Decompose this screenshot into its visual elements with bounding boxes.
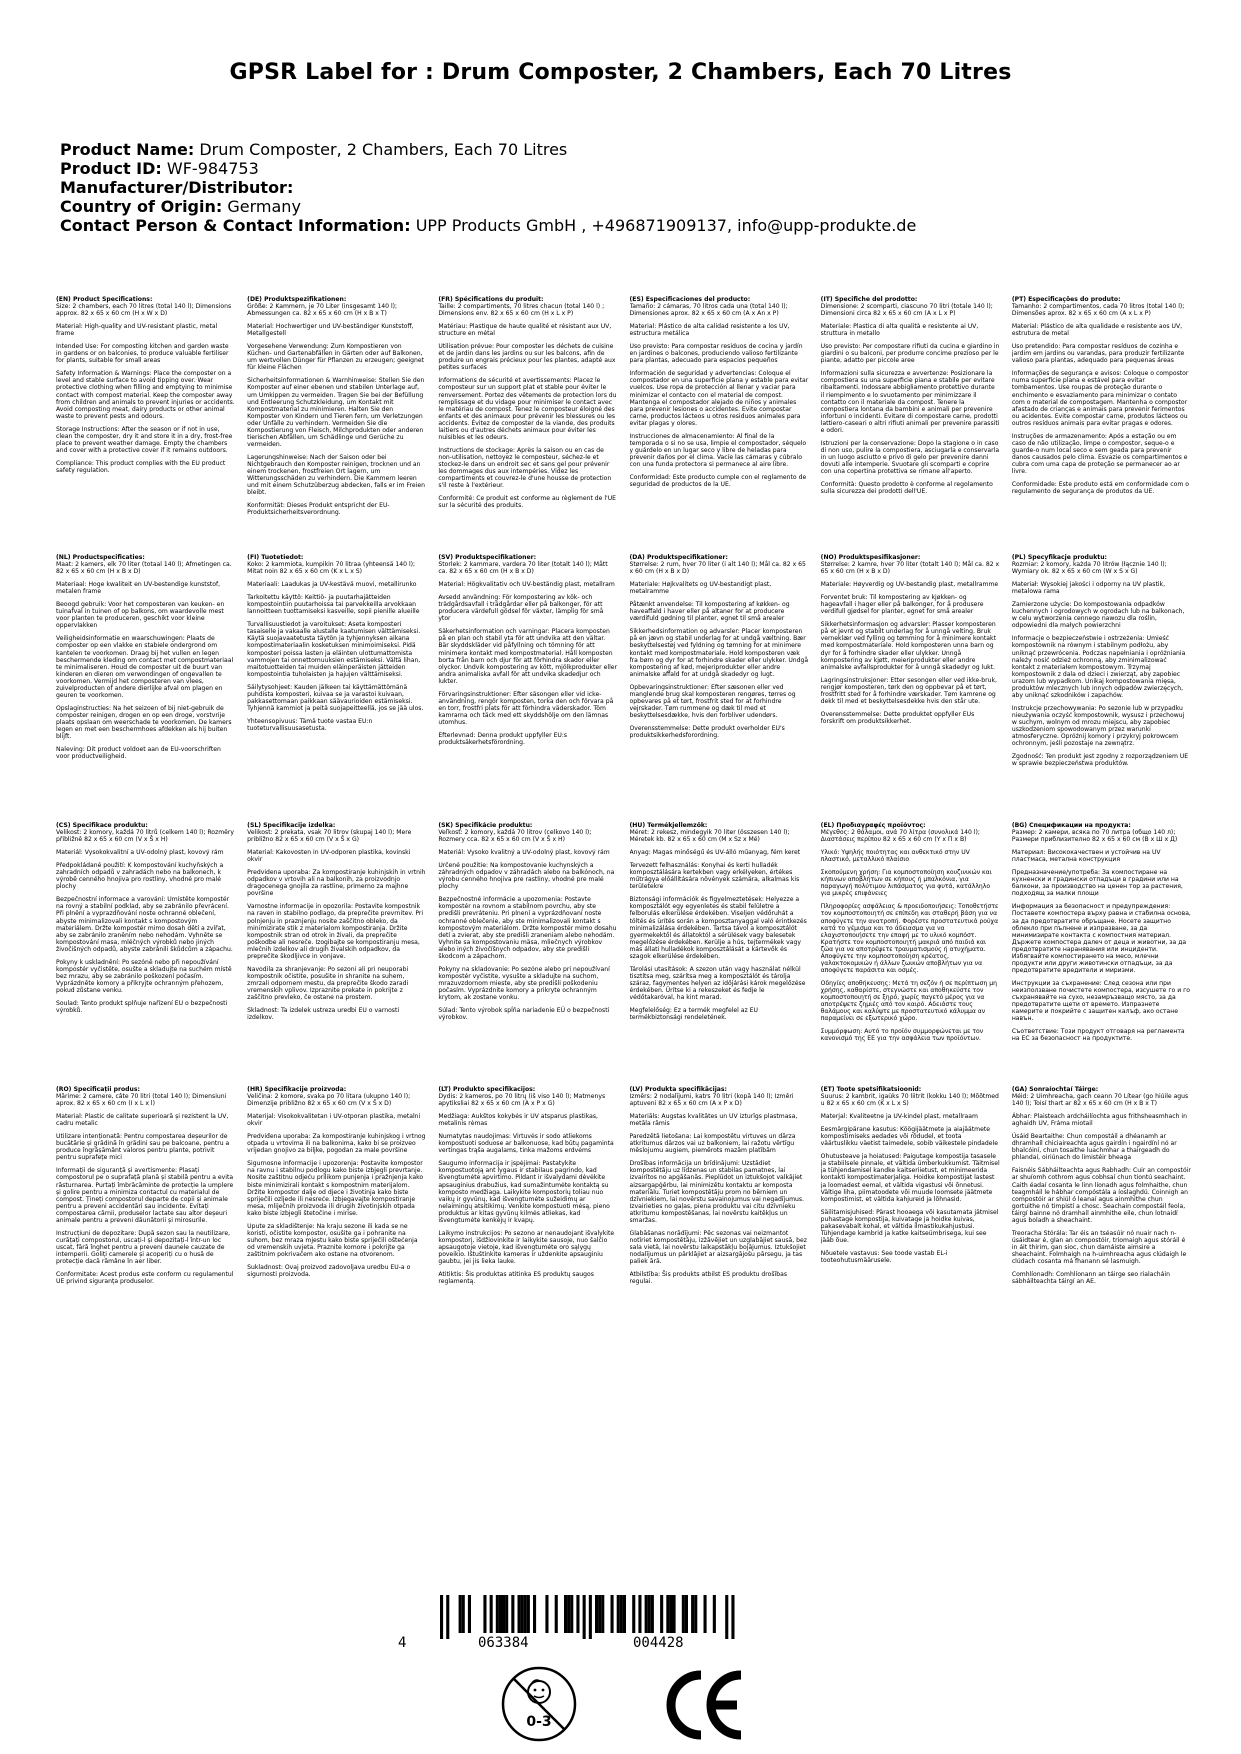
spec-paragraph: Pokyny na skladovanie: Po sezóne alebo pri nepoužívaní kompostér vyčistite, vysušte a skladujte na suchom, mrazuvzdornom mieste, aby ste predišli poškodeniu počasím. Vyprázdnite komory a prikryte ochranným krytom, ak zostane vonku.	[438, 965, 610, 1001]
spec-paragraph: Tamaño: 2 cámaras, 70 litros cada una (total 140 l); Dimensiones aprox. 82 x 65 x 60 cm (A x An x P)	[629, 303, 788, 318]
spec-heading: (DA) Produktspecifikationer:	[629, 554, 728, 561]
spec-paragraph: Размер: 2 камери, всяка по 70 литра (общо 140 л); Размери приблизително 82 x 65 x 60 см (В x Ш x Д)	[1011, 829, 1178, 844]
spec-paragraph: Instrukcje przechowywania: Po sezonie lub w przypadku nieużywania oczyść kompostownik, wysusz i przechowuj w suchym, wolnym od mrozu miejscu, aby zapobiec uszkodzeniom spowodowanym przez warunki atmosferyczne. Opróżnij komory i przykryj pokrowcem ochronnym, jeśli pozostaje na zewnątrz.	[1011, 704, 1185, 748]
spec-block	[1012, 554, 1191, 809]
barcode-first-digit: 4	[398, 1635, 407, 1651]
contact-row	[60, 216, 1190, 235]
spec-paragraph: Bezpečnostní informace a varování: Umístěte kompostér na rovný a stabilní podklad, aby se zabránilo převrácení. Při plnění a vyprazdňování noste ochranné oblečení, abyste minimalizovali kontakt s kompostovým materiálem. Držte kompostér mimo dosah dětí a zvířat, aby se zabránilo zraněním nebo nehodám. Vyhněte se kompostování masa, mléčných výrobků nebo jiných živočišných odpadů, abyste zabránili škůdcům a zápachu.	[56, 896, 233, 953]
spec-paragraph: Saugumo informacija ir įspėjimai: Pastatykite kompostuotoją ant lygaus ir stabilaus pagrindo, kad išvengtumėte apvirtimo. Pildant ir išvalydami dėvėkite apsauginius drabužius, kad sumažintumėte kontaktą su komposto medžiaga. Laikykite kompostorių toliau nuo vaikų ir gyvūnų, kad išvengtumėte sužeidimų ar nelaimingų atsitikimų. Venkite kompostuoti mėsą, pieno produktus ar kitas gyvūnų kilmės atliekas, kad išvengtumėte kenkėjų ir kvapų.	[438, 1160, 610, 1224]
barcode-bar	[645, 1595, 648, 1633]
ce-mark-icon	[664, 1666, 746, 1744]
spec-paragraph: Compliance: This product complies with the EU product safety regulation.	[56, 459, 226, 474]
spec-paragraph: Uso previsto: Per compostare rifiuti da cucina e giardino in giardini o su balconi, per produrre concime prezioso per le piante, adatto per piccole aree	[820, 343, 1000, 365]
spec-paragraph: Veiligheidsinformatie en waarschuwingen: Plaats de composter op een vlakke en stabiele ondergrond om kantelen te voorkomen. Draag bij het vullen en legen beschermende kleding om contact met compostmateriaal te minimaliseren. Houd de composter uit de buurt van kinderen en dieren om verwondingen of ongevallen te voorkomen. Vermijd het composteren van vlees, zuivelproducten of andere dierlijke afval om plagen en geuren te voorkomen.	[56, 635, 234, 699]
spec-paragraph: Pokyny k uskladnění: Po sezóně nebo při nepoužívání kompostér vyčistěte, osušte a skladujte na suchém místě bez mrazu, aby se zabránilo poškození počasím. Vyprázdněte komory a přikryjte ochranným přehozem, pokud zůstane venku.	[56, 958, 232, 994]
barcode-bar	[490, 1595, 493, 1633]
age-warning-text: 0-3	[526, 1714, 552, 1730]
spec-heading: (SK) Špecifikácie produktu:	[438, 822, 533, 829]
spec-paragraph: Určené použitie: Na kompostovanie kuchynských a záhradných odpadov v záhradách alebo na balkónoch, na výrobu cenného hnojiva pre rastliny, vhodné pre malé plochy	[438, 862, 615, 891]
barcode-bar	[496, 1595, 499, 1633]
spec-paragraph: Méid: 2 Uimhreacha, gach ceann 70 Lítear (go hiúile agus 140 l); Toisí thart ar 82 x 65 x 60 cm (H x B x T)	[1011, 1093, 1189, 1108]
barcode-bar	[524, 1595, 527, 1633]
barcode-right-digits: 004428	[633, 1635, 684, 1651]
product-name-row	[60, 140, 1190, 159]
spec-paragraph: Safety Information & Warnings: Place the composter on a level and stable surface to avoid tipping over. Wear protective clothing when filling and emptying to minimise contact with compost material. Keep the composter away from children and animals to prevent injuries or accidents. Avoid composting meat, dairy products or other animal waste to prevent pests and odours.	[56, 370, 235, 420]
product-id-label: Product ID:	[60, 159, 162, 178]
spec-paragraph: Material: High-quality and UV-resistant plastic, metal frame	[56, 323, 218, 338]
spec-paragraph: Forventet bruk: Til kompostering av kjøkken- og hageavfall i hager eller på balkonger, for å produsere verdifull gjødsel for planter, egnet for små arealer	[820, 594, 984, 616]
spec-paragraph: Overensstemmelse: Dette produkt overholder EU's produktsikkerhedsforordning.	[629, 724, 785, 739]
barcode-bar	[617, 1595, 620, 1633]
spec-block	[821, 554, 1000, 809]
spec-paragraph: Eesmärgipärane kasutus: Köögijäätmete ja aiajäätmete kompostimiseks aedades või rõdudel, et toota väärtuslikku väetist taimedele, sobib väikestele pindadele	[820, 1126, 998, 1148]
spec-paragraph: Avsedd användning: För kompostering av kök- och trädgårdsavfall i trädgårdar eller på balkonger, för att producera värdefull gödsel för växter, lämplig för små ytor	[438, 594, 604, 623]
spec-paragraph: Glabāšanas norādījumi: Pēc sezonas vai neizmantot notīriet kompostētāju, izžāvējiet un uzglabājiet sausā, bez sala vietā, lai novērstu laikapstākļu bojājumus. Iztukšojiet nodalījumus un pārklājiet ar aizsargājošu pārsegu, ja tas paliek ārā.	[629, 1229, 807, 1265]
barcode-bar	[462, 1595, 465, 1633]
spec-paragraph: Съответствие: Този продукт отговаря на регламента на ЕС за безопасност на продуктите.	[1011, 1028, 1185, 1043]
spec-paragraph: Información de seguridad y advertencias: Coloque el compostador en una superficie plana y estable para evitar vuelcos. Use ropa de protección al llenar y vaciar para minimizar el contacto con el material de compost. Mantenga el compostador alejado de niños y animales para prevenir lesiones o accidentes. Evite compostar carne, productos lácteos u otros residuos animales para evitar plagas y olores.	[629, 370, 809, 427]
spec-paragraph: Materiāls: Augstas kvalitātes un UV izturīgs plastmasa, metāla rāmis	[629, 1113, 798, 1128]
spec-heading: (PL) Specyfikacje produktu:	[1011, 554, 1107, 561]
country-row	[60, 197, 1190, 216]
spec-block	[438, 296, 617, 546]
spec-paragraph: Varnostne informacije in opozorila: Postavite kompostnik na raven in stabilno podlago, da preprečite prevrnitev. Pri polnjenju in praznjenju nosite zaščitno obleko, da minimizirate stik z materialom kompostiranja. Držite kompostnik stran od otrok in živali, da preprečite poškodbe ali nesreče. Izogibajte se kompostiranju mesa, mlečnih izdelkov ali drugih živalskih odpadkov, da preprečite škodljivce in vonjave.	[247, 903, 424, 960]
spec-paragraph: Påtænkt anvendelse: Til kompostering af køkken- og haveaffald i haver eller på altaner for at producere værdifuld gødning til planter, egnet til små arealer	[629, 601, 790, 623]
spec-paragraph: Material: Hochwertiger und UV-beständiger Kunststoff, Metallgestell	[247, 323, 414, 338]
spec-paragraph: Zamierzone użycie: Do kompostowania odpadków kuchennych i ogrodowych w ogrodach lub na balkonach, w celu wytworzenia cennego nawozu dla roślin, odpowiedni dla małych powierzchni	[1011, 601, 1185, 630]
spec-paragraph: Informações de segurança e avisos: Coloque o compostor numa superfície plana e estável para evitar tombamentos. Use roupas de proteção durante o enchimento e esvaziamento para minimizar o contato com o material de compostagem. Mantenha o compostor afastado de crianças e animais para prevenir ferimentos ou acidentes. Evite compostar carne, produtos lácteos ou outros resíduos animais para evitar pragas e odores.	[1011, 370, 1189, 427]
spec-paragraph: Conformità: Questo prodotto è conforme al regolamento sulla sicurezza dei prodotti dell'UE.	[820, 481, 993, 496]
contact-label: Contact Person & Contact Information:	[60, 216, 411, 235]
spec-paragraph: Soulad: Tento produkt splňuje nařízení EU o bezpečnosti výrobků.	[56, 999, 228, 1015]
barcode-bar	[440, 1595, 443, 1639]
country-label: Country of Origin:	[60, 197, 223, 216]
spec-paragraph: Velikost: 2 komory, každá 70 litrů (celkem 140 l); Rozměry přibližně 82 x 65 x 60 cm (V x Š x H)	[56, 829, 235, 844]
spec-paragraph: Materiaal: Hoge kwaliteit en UV-bestendige kunststof, metalen frame	[56, 581, 221, 596]
spec-paragraph: Predviđena uporaba: Za kompostiranje kuhinjskog i vrtnog otpada u vrtovima ili na balkonima, kako bi se proizveo vrijedan gnojivo za biljke, pogodan za male površine	[247, 1133, 426, 1155]
barcode	[398, 1595, 790, 1655]
spec-paragraph: Instruções de armazenamento: Após a estação ou em caso de não utilização, limpe o compostor, seque-o e guarde-o num local seco e sem geada para prevenir danos causados pelo clima. Esvazie os compartimentos e cubra com uma capa de proteção se permanecer ao ar livre.	[1011, 432, 1188, 475]
spec-paragraph: Megfelelőség: Ez a termék megfelel az EU termékbiztonsági rendeletének.	[629, 1007, 758, 1022]
spec-paragraph: Súlad: Tento výrobok spĺňa nariadenie EÚ o bezpečnosti výrobkov.	[438, 1007, 610, 1022]
barcode-bar	[611, 1595, 614, 1633]
spec-paragraph: Storage Instructions: After the season or if not in use, clean the composter, dry it and store it in a dry, frost-free place to prevent weather damage. Empty the chambers and cover with a protective cover if it remains outdoors.	[56, 425, 233, 454]
product-id-row	[60, 159, 1190, 178]
spec-paragraph: Instrucțiuni de depozitare: După sezon sau la neutilizare, curățați compostorul, uscați-l și depozitați-l într-un loc uscat, fără înghet pentru a preveni daunele cauzate de intemperii. Goliți camerele și acoperiți cu o husă de protecție dacă rămâne în aer liber.	[56, 1229, 231, 1265]
spec-paragraph: Overensstemmelse: Dette produktet oppfyller EUs forskrift om produktsikkerhet.	[820, 710, 975, 725]
spec-block	[247, 1086, 426, 1346]
barcode-left-digits: 063384	[478, 1635, 529, 1651]
barcode-bar	[632, 1595, 635, 1633]
barcode-bar	[673, 1595, 676, 1633]
spec-paragraph: Utilizare intenționată: Pentru compostarea deșeurilor de bucătărie și grădină în grădini sau pe balcoane, pentru a produce îngrășământ valoros pentru plante, potrivit pentru suprafețe mici	[56, 1133, 230, 1162]
spec-block	[438, 1086, 617, 1346]
spec-heading: (LV) Produkta specifikācijas:	[629, 1086, 727, 1093]
barcode-bar	[502, 1595, 505, 1633]
spec-paragraph: Πληροφορίες ασφάλειας & προειδοποιήσεις: Τοποθετήστε τον κομποστοποιητή σε επίπεδη και σταθερή βάση για να αποφύγετε την ανατροπή. Φορέστε προστατευτικά ρούχα κατά το γέμισμα και το άδειασμα για να ελαχιστοποιήσετε την επαφή με το υλικό κομπόστ. Κρατήστε τον κομποστοποιητή μακριά από παιδιά και ζώα για να αποτρέψετε τραυματισμούς ή ατυχήματα. Αποφύγετε την κομποστοποίηση κρέατος, γαλακτοκομικών ή άλλων ζωικών αποβλήτων για να αποφύγετε παράσιτα και οσμές.	[820, 903, 999, 974]
specifications-grid	[56, 296, 1191, 1346]
spec-block	[438, 554, 617, 809]
spec-paragraph: Veľkosť: 2 komory, každá 70 litrov (celkovo 140 l); Rozmery cca. 82 x 65 x 60 cm (V x Š x H)	[438, 829, 592, 844]
spec-paragraph: Biztonsági információk és figyelmeztetések: Helyezze a komposztálót egy egyenletes és stabil felületre a felborulás elkerülése érdekében. Viseljen védőruhát a töltés és ürítés során a komposztanyaggal való érintkezés minimalizálása érdekében. Tartsa távol a komposztálót gyermekektől és állatoktól a sérülések vagy balesetek megelőzése érdekében. Kerülje a hús, tejtermékek vagy más állati hulladékok komposztálását a kártevők és szagok elkerülése érdekében.	[629, 896, 807, 960]
barcode-bar	[704, 1595, 707, 1633]
spec-paragraph: Předpokládané použití: K kompostování kuchyňských a zahradních odpadů v zahradách nebo na balkonech, k výrobě cenného hnojiva pro rostliny, vhodné pro malé plochy	[56, 862, 224, 891]
barcode-bar	[713, 1595, 716, 1633]
spec-block	[630, 822, 809, 1077]
spec-block	[56, 554, 235, 809]
barcode-bar	[685, 1595, 688, 1633]
spec-paragraph: Izmērs: 2 nodalījumi, katrs 70 litri (kopā 140 l); Izmēri aptuveni 82 x 65 x 60 cm (A x P x D)	[629, 1093, 794, 1108]
spec-paragraph: Säilitamisjuhised: Pärast hooaega või kasutamata jätmisel puhastage kompostija, kuivatage ja hoidke kuivas, pakasevabalt kohal, et vältida ilmastikukahjustusi. Tühjendage kambrid ja katke kaitseümbrisega, kui see jääb õue.	[820, 1208, 999, 1244]
spec-block	[438, 822, 617, 1077]
spec-paragraph: Предназначение/употреба: За компостиране на кухненски и градински отпадъци в градини или на балкони, за производство на ценен тор за растения, подходящ за малки площи	[1011, 869, 1183, 898]
product-name-label: Product Name:	[60, 140, 195, 159]
spec-paragraph: Συμμόρφωση: Αυτό το προϊόν συμμορφώνεται με τον κανονισμό της ΕΕ για την ασφάλεια των προϊόντων.	[820, 1028, 984, 1043]
spec-paragraph: Matériau: Plastique de haute qualité et résistant aux UV, structure en métal	[438, 323, 612, 338]
contact-value: UPP Products GmbH , +496871909137, info@upp-produkte.de	[415, 216, 917, 235]
spec-paragraph: Material: Kakovosten in UV-odporen plastika, kovinski okvir	[247, 849, 411, 864]
barcode-bar	[666, 1595, 669, 1633]
spec-paragraph: Maat: 2 kamers, elk 70 liter (totaal 140 l); Afmetingen ca. 82 x 65 x 60 cm (H x B x D)	[56, 561, 232, 576]
spec-block	[821, 296, 1000, 546]
spec-paragraph: Størrelse: 2 kamre, hver 70 liter (totalt 140 l); Mål ca. 82 x 65 x 60 cm (H x B x D)	[820, 561, 1000, 576]
barcode-bar	[601, 1595, 604, 1633]
manufacturer-label: Manufacturer/Distributor:	[60, 178, 294, 197]
spec-paragraph: Sigurnosne informacije i upozorenja: Postavite kompostor na ravnu i stabilnu podlogu kako biste izbjegli prevrtanje. Nosite zaštitnu odjeću prilikom punjenja i pražnjenja kako biste minimizirali kontakt s kompostnim materijalom. Držite kompostor dalje od djece i životinja kako biste spriječili ozljede ili nesreće. Izbjegavajte kompostiranje mesa, mliječnih proizvoda ili drugih životinjskih otpada kako biste izbjegli štetočine i mirise.	[247, 1160, 424, 1217]
spec-paragraph: Materiál: Vysoko kvalitný a UV-odolný plast, kovový rám	[438, 849, 610, 857]
spec-paragraph: Atitiktis: Šis produktas atitinka ES produktų saugos reglamentą.	[438, 1271, 594, 1286]
spec-paragraph: Comhlíonadh: Comhlíonann an táirge seo rialacháin sábháilteachta táirgí an AE.	[1011, 1271, 1170, 1286]
spec-paragraph: Treoracha Stórála: Tar éis an tséasúir nó nuair nach n-úsáidtear é, glan an compostóir, triomaigh agus stóráil é in áit thirim, gan sioc, chun damáiste aimsire a sheachaint. Folmhaigh na h-uimhreacha agus clúdaigh le clúdach cosanta má fhanann sé lasmuigh.	[1011, 1229, 1187, 1265]
spec-heading: (SV) Produktspecifikationer:	[438, 554, 537, 561]
page-title: GPSR Label for : Drum Composter, 2 Chambers, Each 70 Litres	[229, 60, 1012, 85]
spec-heading: (NL) Productspecificaties:	[56, 554, 145, 561]
spec-heading: (IT) Specifiche del prodotto:	[820, 296, 918, 303]
spec-paragraph: Medžiaga: Aukštos kokybės ir UV atsparus plastikas, metalinis rėmas	[438, 1113, 598, 1128]
barcode-bar	[725, 1595, 728, 1639]
barcode-bar	[620, 1595, 623, 1633]
spec-block	[1012, 296, 1191, 546]
spec-paragraph: Sukladnost: Ovaj proizvod zadovoljava uredbu EU-a o sigurnosti proizvoda.	[247, 1263, 411, 1279]
spec-block	[630, 554, 809, 809]
spec-paragraph: Bezpečnostné informácie a upozornenia: Postavte kompostér na rovnom a stabilnom povrchu, aby ste predišli prevráteniu. Pri plnení a vyprázdňovaní noste ochranné oblečenie, aby ste minimalizovali kontakt s kompostovým materiálom. Držte kompostér mimo dosahu detí a zvierat, aby ste predišli zraneniam alebo nehodám. Vyhnite sa kompostovaniu mäsa, mliečnych výrobkov alebo iných živočíšnych odpadov, aby ste predišli škodcom a zápachom.	[438, 896, 617, 960]
barcode-bar	[648, 1595, 651, 1633]
spec-heading: (DE) Produktspezifikationen:	[247, 296, 347, 303]
spec-block	[56, 296, 235, 546]
spec-block	[247, 554, 426, 809]
barcode-bar	[468, 1595, 471, 1633]
spec-heading: (NO) Produktspesifikasjoner:	[820, 554, 921, 561]
barcode-bar	[570, 1595, 573, 1633]
barcode-bar	[511, 1595, 514, 1633]
spec-paragraph: Материал: Висококачествен и устойчив на UV пластмаса, метална конструкция	[1011, 849, 1161, 864]
spec-paragraph: Yhteensopivuus: Tämä tuote vastaa EU:n tuoteturvallisuusasetusta.	[247, 717, 373, 732]
spec-paragraph: Faisnéis Sábháilteachta agus Rabhadh: Cuir an compostóir ar shuíomh cothrom agus cobhsaí chun tiontú seachaint. Caith éadaí cosanta le linn líonadh agus folmhaithe, chun teagmháil le hábhar compóstála a íoslaghdú. Coinnigh an compostóir ar shiúl ó leanaí agus ainmhithe chun gortuithe nó timpistí a chosc. Seachain compostáil feola, táirgí bainne nó dramhaíl ainmhithe eile, chun lotnaidí agus boladh a sheachaint.	[1011, 1167, 1191, 1224]
spec-heading: (RO) Specificații produs:	[56, 1086, 140, 1093]
spec-paragraph: Conformitate: Acest produs este conform cu regulamentul UE privind siguranța produselor.	[56, 1271, 234, 1286]
spec-paragraph: Koko: 2 kammiota, kumpikin 70 litraa (yhteensä 140 l); Mitat noin 82 x 65 x 60 cm (K x L x S)	[247, 561, 416, 576]
spec-paragraph: Instrucciones de almacenamiento: Al final de la temporada o si no se usa, limpie el compostador, séquelo y guárdelo en un lugar seco y libre de heladas para prevenir daños por el clima. Vacíe las cámaras y cúbralo con una funda protectora si permanece al aire libre.	[629, 432, 807, 468]
spec-paragraph: Sicherheitsinformationen & Warnhinweise: Stellen Sie den Komposter auf einer ebenen und stabilen Unterlage auf, um Umkippen zu vermeiden. Tragen Sie bei der Befüllung und Entleerung Schutzkleidung, um Kontakt mit Kompostmaterial zu minimieren. Halten Sie den Komposter von Kindern und Tieren fern, um Verletzungen oder Unfälle zu verhindern. Vermeiden Sie die Kompostierung von Fleisch, Milchprodukten oder anderen tierischen Abfällen, um Schädlinge und Gerüche zu vermeiden.	[247, 377, 425, 448]
spec-block	[630, 1086, 809, 1346]
spec-paragraph: Инструкции за съхранение: След сезона или при неизползване почистете компостера, изсушете го и го съхранявайте на сухо, незамръзващо място, за да предотвратите щети от времето. Изпразнете камерите и покрийте с защитен калъф, ако остане навън.	[1011, 979, 1191, 1023]
spec-paragraph: Material: Plástico de alta calidad resistente a los UV, estructura metálica	[629, 323, 790, 338]
spec-paragraph: Størrelse: 2 rum, hver 70 liter (i alt 140 l); Mål ca. 82 x 65 x 60 cm (H x B x D)	[629, 561, 806, 576]
spec-paragraph: Beoogd gebruik: Voor het composteren van keuken- en tuinafval in tuinen of op balkons, om waardevolle mest voor planten te produceren, geschikt voor kleine oppervlakken	[56, 601, 225, 630]
spec-paragraph: Lagringsinstruksjoner: Etter sesongen eller ved ikke-bruk, rengjør komposteren, tørk den og oppbevar på et tørt, frostfritt sted for å forhindre værskader. Tøm kamrene og dekk til med et beskyttelsesdekke hvis den står ute.	[820, 676, 997, 705]
spec-heading: (FR) Spécifications du produit:	[438, 296, 544, 303]
spec-paragraph: Instructions de stockage: Après la saison ou en cas de non-utilisation, nettoyez le composteur, séchez-le et stockez-le dans un endroit sec et sans gel pour prévenir les dommages dus aux intempéries. Videz les compartiments et couvrez-le d'une housse de protection s'il reste à l'extérieur.	[438, 446, 612, 490]
spec-paragraph: Navodila za shranjevanje: Po sezoni ali pri neuporabi kompostnik očistite, posušite in shranite na suhem, zmrzali odpornem mestu, da preprečite škodo zaradi vremenskih vplivov. Izpraznite prekate in pokrijte z zaščitno prevleko, če ostane na prostem.	[247, 965, 409, 1001]
spec-heading: (FI) Tuotetiedot:	[247, 554, 304, 561]
spec-paragraph: Material: Högkvalitativ och UV-beständig plast, metallram	[438, 581, 615, 589]
spec-paragraph: Efterlevnad: Denna produkt uppfyller EU:s produktsäkerhetsförordning.	[438, 731, 568, 747]
spec-paragraph: Numatytas naudojimas: Virtuvės ir sodo atliekoms kompostuoti soduose ar balkonuose, kad būtų pagaminta vertingas trąša augalams, tinka mažoms erdvėms	[438, 1133, 614, 1155]
barcode-bar	[459, 1595, 462, 1633]
spec-paragraph: Opbevaringsinstruktioner: Efter sæsonen eller ved manglende brug skal komposteren rengøres, tørres og opbevares på et tørt, frostfrit sted for at forhindre vejrskader. Tøm rummene og dæk til med et beskyttelsesdække, hvis den forbliver udendørs.	[629, 683, 796, 719]
age-warning-icon	[500, 1665, 578, 1743]
spec-paragraph: Material: Plástico de alta qualidade e resistente aos UV, estrutura de metal	[1011, 323, 1183, 338]
spec-paragraph: Информация за безопасност и предупреждения: Поставете компостера върху равна и стабилна основа, за да предотвратите обръщане. Носете защитно облекло при пълнене и изпразване, за да минимизирате контакта с компостния материал. Държете компостера далеч от деца и животни, за да предотвратите наранявания или инциденти. Избягвайте компостирането на месо, млечни продукти или други животински отпадъци, за да предотвратите вредители и миризми.	[1011, 903, 1191, 974]
barcode-bar	[521, 1595, 524, 1633]
spec-paragraph: Informations de sécurité et avertissements: Placez le composteur sur un support plat et stable pour éviter le renversement. Portez des vêtements de protection lors du remplissage et du vidage pour minimiser le contact avec le matériau de compost. Tenez le composteur éloigné des enfants et des animaux pour prévenir les blessures ou les accidents. Évitez de composter de la viande, des produits laitiers ou d'autres déchets animaux pour éviter les nuisibles et les odeurs.	[438, 377, 617, 441]
spec-paragraph: Méret: 2 rekesz, mindegyik 70 liter (összesen 140 l); Méretek kb. 82 x 65 x 60 cm (M x Sz x Mé)	[629, 829, 790, 844]
spec-paragraph: Nõuetele vastavus: See toode vastab EL-i tooteohutusmäärusele.	[820, 1249, 948, 1264]
spec-block	[1012, 1086, 1191, 1346]
barcode-bar	[533, 1595, 536, 1633]
barcode-bar	[595, 1595, 598, 1633]
manufacturer-row	[60, 178, 1190, 197]
spec-paragraph: Säilytysohjeet: Kauden jälkeen tai käyttämättömänä puhdista komposteri, kuivaa se ja varastoi kuivaan, pakkasettomaan paikkaan säävaurioiden estämiseksi. Tyhjennä kammiot ja peitä suojapeitteellä, jos se jää ulos.	[247, 683, 424, 712]
spec-paragraph: Skladnost: Ta izdelek ustreza uredbi EU o varnosti izdelkov.	[247, 1007, 400, 1022]
spec-paragraph: Informacje o bezpieczeństwie i ostrzeżenia: Umieść kompostownik na równym i stabilnym podłożu, aby uniknąć przewrócenia. Podczas napełniania i opróżniania należy nosić odzież ochronną, aby zminimalizować kontakt z materiałem kompostowym. Trzymaj kompostownik z dala od dzieci i zwierząt, aby zapobiec urazom lub wypadkom. Unikaj kompostowania mięsa, produktów mlecznych lub innych odpadów zwierzęcych, aby uniknąć szkodników i zapachów.	[1011, 635, 1186, 699]
spec-block	[821, 1086, 1000, 1346]
barcode-bar	[651, 1595, 654, 1633]
spec-paragraph: Materiale: Højkvalitets og UV-bestandigt plast, metalramme	[629, 581, 772, 596]
spec-paragraph: Materiale: Høyverdig og UV-bestandig plast, metallramme	[820, 581, 999, 589]
spec-heading: (ES) Especificaciones del producto:	[629, 296, 751, 303]
product-name-value: Drum Composter, 2 Chambers, Each 70 Litres	[199, 140, 568, 159]
spec-paragraph: Upute za skladištenje: Na kraju sezone ili kada se ne koristi, očistite kompostor, osušite ga i pohranite na suhom, bez mraza mjestu kako biste spriječili oštećenja od vremenskih uvjeta. Praznite komore i pokrijte ga zaštitnim pokrivačem ako ostane na otvorenom.	[247, 1222, 418, 1258]
spec-heading: (GA) Sonraíochtaí Táirge:	[1011, 1086, 1099, 1093]
spec-paragraph: Vorgesehene Verwendung: Zum Kompostieren von Küchen- und Gartenabfällen in Gärten oder auf Balkonen, um wertvollen Dünger für Pflanzen zu erzeugen; geeignet für kleine Flächen	[247, 343, 425, 372]
spec-paragraph: Lagerungshinweise: Nach der Saison oder bei Nichtgebrauch den Komposter reinigen, trocknen und an einem trockenen, frostfreien Ort lagern, um Witterungsschäden zu verhindern. Die Kammern leeren und mit einem Schutzüberzug abdecken, falls er im Freien bleibt.	[247, 453, 425, 497]
spec-block	[56, 1086, 235, 1346]
spec-paragraph: Intended Use: For composting kitchen and garden waste in gardens or on balconies, to produce valuable fertiliser for plants, suitable for small areas	[56, 343, 229, 365]
spec-paragraph: Konformität: Dieses Produkt entspricht der EU-Produktsicherheitsverordnung.	[247, 502, 390, 517]
barcode-bar	[555, 1595, 558, 1633]
barcode-bar	[545, 1595, 548, 1633]
barcode-bar	[669, 1595, 672, 1633]
barcode-bar	[483, 1595, 486, 1633]
spec-paragraph: Atbilstība: Šis produkts atbilst ES produktu drošības regulai.	[629, 1271, 788, 1286]
barcode-bar	[691, 1595, 694, 1633]
spec-paragraph: Turvallisuustiedot ja varoitukset: Aseta komposteri tasaiselle ja vakaalle alustalle kaatumisen välttämiseksi. Käytä suojavaatetusta täytön ja tyhjennyksen aikana kompostimateriaalin kosketuksen minimoimiseksi. Pidä komposteri poissa lasten ja eläinten ulottumattomista vammojen tai onnettomuuksien estämiseksi. Vältä lihan, maitotuotteiden tai muiden eläinperäisten jätteiden kompostointia tuholaisten ja hajujen välttämiseksi.	[247, 621, 421, 678]
spec-paragraph: Größe: 2 Kammern, je 70 Liter (insgesamt 140 l); Abmessungen ca. 82 x 65 x 60 cm (H x B x T)	[247, 303, 398, 318]
spec-paragraph: Istruzioni per la conservazione: Dopo la stagione o in caso di non uso, pulire la compostiera, asciugarla e conservarla in un luogo asciutto e privo di gelo per prevenire danni dovuti alle intemperie. Svuotare gli scomparti e coprire con una copertina protettiva se rimane all'aperto.	[820, 439, 1000, 475]
spec-paragraph: Förvaringsinstruktioner: Efter säsongen eller vid icke-användning, rengör komposten, torka den och förvara på en torr, frostfri plats för att förhindra väderskador. Töm kamrarna och täck med ett skyddshölje om den lämnas utomhus.	[438, 690, 614, 726]
spec-paragraph: Sikkerhetsinformasjon og advarsler: Plasser komposteren på et jevnt og stabilt underlag for å unngå velting. Bruk verneklær ved fylling og tømming for å minimere kontakt med kompostmateriale. Hold komposteren unna barn og dyr for å forhindre skader eller ulykker. Unngå kompostering av kjøtt, meieriprodukter eller andre animalske avfallsprodukter for å unngå skadedyr og lukt.	[820, 621, 996, 671]
country-value: Germany	[227, 197, 301, 216]
spec-paragraph: Conformidade: Este produto está em conformidade com o regulamento de segurança de produtos da UE.	[1011, 481, 1189, 496]
barcode-bar	[682, 1595, 685, 1633]
spec-paragraph: Μέγεθος: 2 θάλαμοι, ανά 70 λίτρα (συνολικά 140 l); Διαστάσεις περίπου 82 x 65 x 60 cm (Υ x Π x Β)	[820, 829, 980, 844]
barcode-bar	[576, 1595, 579, 1633]
spec-paragraph: Suurus: 2 kambrit, igaüks 70 liitrit (kokku 140 l); Mõõtmed u 82 x 65 x 60 cm (K x L x S)	[820, 1093, 999, 1108]
spec-paragraph: Taille: 2 compartiments, 70 litres chacun (total 140 l) ; Dimensions env. 82 x 65 x 60 cm (H x L x P)	[438, 303, 605, 318]
spec-heading: (EN) Product Specifications:	[56, 296, 153, 303]
spec-paragraph: Ábhar: Plaisteach ardcháilíochta agus frithsheasmhach in aghaidh UV, Fráma miotail	[1011, 1113, 1187, 1128]
spec-paragraph: Tamanho: 2 compartimentos, cada 70 litros (total 140 l); Dimensões aprox. 82 x 65 x 60 cm (A x L x P)	[1011, 303, 1185, 318]
spec-block	[247, 296, 426, 546]
spec-block	[56, 822, 235, 1077]
spec-heading: (CS) Specifikace produktu:	[56, 822, 148, 829]
spec-heading: (BG) Спецификации на продукта:	[1011, 822, 1131, 829]
spec-paragraph: Υλικό: Υψηλής ποιότητας και ανθεκτικό στην UV πλαστικό, μεταλλικό πλαίσιο	[820, 849, 970, 864]
spec-paragraph: Úsáid Beartaithe: Chun compostáil a dhéanamh ar dhramhaíl chiciaireachta agus gairdín i ngairdíní nó ar bhalcóiní, chun tosaithe luachmhar a thairgeadh do phlandaí, oiriúnach do limistéir bheaga	[1011, 1133, 1177, 1162]
spec-paragraph: Dimensione: 2 scomparti, ciascuno 70 litri (totale 140 l); Dimensioni circa 82 x 65 x 60 cm (A x L x P)	[820, 303, 993, 318]
spec-paragraph: Veličina: 2 komore, svaka po 70 litara (ukupno 140 l); Dimenzije približno 82 x 65 x 60 cm (V x Š x D)	[247, 1093, 411, 1108]
spec-paragraph: Materiał: Wysokiej jakości i odporny na UV plastik, metalowa rama	[1011, 581, 1166, 596]
spec-paragraph: Uso pretendido: Para compostar resíduos de cozinha e jardim em jardins ou varandas, para produzir fertilizante valioso para plantas, adequado para pequenas áreas	[1011, 343, 1185, 365]
barcode-bar	[589, 1595, 592, 1639]
barcode-bar	[567, 1595, 570, 1633]
spec-heading: (HU) Termékjellemzők:	[629, 822, 708, 829]
spec-paragraph: Dydis: 2 kameros, po 70 litrų (iš viso 140 l); Matmenys apytiksliai 82 x 65 x 60 cm (A x P x G)	[438, 1093, 606, 1108]
spec-heading: (ET) Toote spetsifikatsioonid:	[820, 1086, 922, 1093]
product-id-value: WF-984753	[166, 159, 259, 178]
spec-paragraph: Laikymo instrukcijos: Po sezono ar nenaudojant išvalykite kompostorį, išdžiovinkite ir laikykite sausoje, nuo šalčio apsaugotoje vietoje, kad išvengtumėte oro sąlygų poveikio. Ištuštinkite kameras ir uždenkite apsauginiu gaubtu, jei jis lieka lauke.	[438, 1229, 615, 1265]
spec-paragraph: Zgodność: Ten produkt jest zgodny z rozporządzeniem UE w sprawie bezpieczeństwa produktów.	[1011, 753, 1189, 768]
spec-heading: (PT) Especificações do produto:	[1011, 296, 1121, 303]
spec-heading: (HR) Specifikacije proizvoda:	[247, 1086, 347, 1093]
spec-paragraph: Materijal: Visokokvalitetan i UV-otporan plastika, metalni okvir	[247, 1113, 421, 1128]
product-info	[60, 140, 1190, 235]
spec-paragraph: Materiál: Vysokokvalitní a UV-odolný plast, kovový rám	[56, 849, 224, 857]
spec-paragraph: Σκοπούμενη χρήση: Για κομποστοποίηση κουζινικών και κήπινων αποβλήτων σε κήπους ή μπαλκόνια, για παραγωγή πολύτιμου λιπάσματος για φυτά, κατάλληλο για μικρές επιφάνειες	[820, 869, 992, 898]
spec-paragraph: Materiale: Plastica di alta qualità e resistente ai UV, struttura in metallo	[820, 323, 979, 338]
spec-block	[821, 822, 1000, 1077]
barcode-bar	[505, 1595, 508, 1633]
spec-heading: (LT) Produkto specifikacijos:	[438, 1086, 536, 1093]
barcode-bar	[694, 1595, 697, 1633]
spec-heading: (EL) Προδιαγραφές προϊόντος:	[820, 822, 926, 829]
spec-paragraph: Tarkoitettu käyttö: Keittiö- ja puutarhajätteiden kompostointiin puutarhoissa tai parvekkeilla arvokkaan lannoitteen tuottamiseksi kasveille, sopii pienille alueille	[247, 594, 420, 616]
spec-paragraph: Uso previsto: Para compostar residuos de cocina y jardín en jardines o balcones, produciendo valioso fertilizante para plantas, adecuado para espacios pequeños	[629, 343, 803, 365]
spec-paragraph: Material: Plastic de calitate superioară și rezistent la UV, cadru metalic	[56, 1113, 229, 1128]
spec-paragraph: Predvidena uporaba: Za kompostiranje kuhinjskih in vrtnih odpadkov v vrtovih ali na balkonih, za proizvodnjo dragocenega gnojila za rastline, primerno za majhne površine	[247, 869, 426, 898]
barcode-bar	[638, 1595, 641, 1633]
barcode-bar	[518, 1595, 521, 1633]
spec-block	[247, 822, 426, 1077]
spec-paragraph: Paredzētā lietošana: Lai kompostētu virtuves un dārza atkritumus dārzos vai uz balkoniem, lai ražotu vērtīgu mēslojumu augiem, piemērots mazām platībām	[629, 1133, 796, 1155]
spec-paragraph: Drošības informācija un brīdinājumi: Uzstādiet kompostētāju uz līdzenas un stabilas pamatnes, lai izvairītos no apgāšanās. Pieplūdot un iztukšojot valkājiet aizsargapģērbu, lai minimizētu kontaktu ar komposta materiālu. Turiet kompostētāju prom no bērniem un dzīvniekiem, lai novērstu savainojumus vai negadījumus. Izvairieties no gaļas, piena produktu vai citu dzīvnieku atkritumu kompostēšanas, lai novērstu kaitēkļus un smaržas.	[629, 1160, 805, 1224]
spec-paragraph: Tervezett felhasználás: Konyhai és kerti hulladék komposztálására kertekben vagy erkélyeken, értékes műtrágya előállítására növények számára, alkalmas kis területekre	[629, 862, 800, 891]
spec-heading: (SL) Specifikacije izdelka:	[247, 822, 336, 829]
spec-paragraph: Naleving: Dit product voldoet aan de EU-voorschriften voor productveiligheid.	[56, 746, 221, 761]
spec-paragraph: Opslaginstructies: Na het seizoen of bij niet-gebruik de composter reinigen, drogen en op een droge, vorstvrije plaats opslaan om weerschade te voorkomen. De kamers legen en met een beschermhoes afdekken als hij buiten blijft.	[56, 704, 232, 741]
spec-paragraph: Conformité: Ce produit est conforme au règlement de l'UE sur la sécurité des produits.	[438, 495, 617, 510]
spec-paragraph: Mărime: 2 camere, câte 70 litri (total 140 l); Dimensiuni aprox. 82 x 65 x 60 cm (I x L x l)	[56, 1093, 227, 1108]
spec-paragraph: Size: 2 chambers, each 70 litres (total 140 l); Dimensions approx. 82 x 65 x 60 cm (H x W x D)	[56, 303, 232, 318]
spec-paragraph: Tárolási utasítások: A szezon után vagy használat nélkül tisztítsa meg, szárítsa meg a komposztálót és tárolja száraz, fagymentes helyen az időjárási károk megelőzése érdekében. Ürítse ki a rekeszeket és fedje le védőtakaróval, ha kint marad.	[629, 965, 806, 1001]
barcode-bar	[731, 1595, 734, 1639]
spec-paragraph: Säkerhetsinformation och varningar: Placera komposten på en plan och stabil yta för att undvika att den vältar. Bär skyddskläder vid påfyllning och tömning för att minimera kontakt med kompostmaterial. Håll komposten borta från barn och djur för att förhindra skador eller olyckor. Undvik kompostering av kött, mjölkprodukter eller andra animaliska avfall för att undvika skadedjur och lukter.	[438, 628, 618, 685]
spec-paragraph: Materiaali: Laadukas ja UV-kestävä muovi, metallirunko	[247, 581, 417, 589]
barcode-bar	[564, 1595, 567, 1633]
spec-paragraph: Οδηγίες αποθήκευσης: Μετά τη σεζόν ή σε περίπτωση μη χρήσης, καθαρίστε, στεγνώστε και αποθηκεύστε τον κομποστοποιητή σε ξηρό, χωρίς παγετό μέρος για να αποτρέψετε ζημιές από τον καιρό. Αδειάστε τους θαλάμους και καλύψτε με προστατευτικό κάλυμμα αν παραμείνει σε εξωτερικό χώρο.	[820, 979, 998, 1023]
spec-block	[1012, 822, 1191, 1077]
spec-paragraph: Conformidad: Este producto cumple con el reglamento de seguridad de productos de la UE.	[629, 473, 807, 489]
spec-paragraph: Informazioni sulla sicurezza e avvertenze: Posizionare la compostiera su una superficie piana e stabile per evitare ribaltamenti. Indossare abbigliamento protettivo durante il riempimento e lo svuotamento per minimizzare il contatto con il materiale da compost. Tenere la compostiera lontana da bambini e animali per prevenire infortuni o incidenti. Evitare di compostare carne, prodotti lattiero-caseari o altri rifiuti animali per prevenire parassiti e odori.	[820, 370, 1000, 434]
spec-paragraph: Storlek: 2 kammare, vardera 70 liter (totalt 140 l); Mått ca. 82 x 65 x 60 cm (H x B x D)	[438, 561, 608, 576]
spec-paragraph: Utilisation prévue: Pour composter les déchets de cuisine et de jardin dans les jardins ou sur les balcons, afin de produire un engrais précieux pour les plantes, adapté aux petites surfaces	[438, 343, 616, 372]
barcode-bar	[623, 1595, 626, 1633]
spec-paragraph: Ohutusteave ja hoiatused: Paigutage kompostija tasasele ja stabiilsele pinnale, et vältida ümberkukkumist. Täitmisel ja tühjendamisel kandke kaitseriietust, et minimeerida kontakti kompostimaterjaliga. Hoidke kompostijat lastest ja loomadest eemal, et vältida vigastusi või õnnetusi. Vältige liha, piimatoodete või muude loomsete jäätmete kompostimist, et vältida kahjureid ja lõhnasid.	[820, 1153, 1000, 1203]
spec-paragraph: Sikkerhedsinformation og advarsler: Placer komposteren på en jævn og stabil underlag for at undgå væltning. Bær beskyttelsestøj ved fyldning og tømning for at minimere kontakt med kompostmateriale. Hold komposteren væk fra børn og dyr for at forhindre skader eller ulykker. Undgå kompostering af kød, mejeriprodukter eller andre animalske affald for at undgå skadedyr og lugt.	[629, 628, 809, 678]
barcode-bar	[446, 1595, 449, 1639]
barcode-bar	[583, 1595, 586, 1639]
spec-paragraph: Informații de siguranță și avertismente: Plasați compostorul pe o suprafață plană și stabilă pentru a evita răsturnarea. Purtați îmbrăcăminte de protecție la umplere și golire pentru a minimiza contactul cu materialul de compost. Țineți compostorul departe de copii și animale pentru a preveni accidentări sau incidente. Evitați compostarea cărnii, produselor lactate sau altor deșeuri animale pentru a preveni dăunătorii și mirosurile.	[56, 1167, 234, 1224]
barcode-bar	[499, 1595, 502, 1633]
spec-paragraph: Anyag: Magas minőségű és UV-álló műanyag, fém keret	[629, 849, 801, 857]
barcode-bar	[660, 1595, 663, 1633]
barcode-bar	[598, 1595, 601, 1633]
barcode-bar	[527, 1595, 530, 1633]
spec-block	[630, 296, 809, 546]
spec-paragraph: Materjal: Kvaliteetne ja UV-kindel plast, metallraam	[820, 1113, 978, 1121]
spec-paragraph: Velikost: 2 prekata, vsak 70 litrov (skupaj 140 l); Mere približno 82 x 65 x 60 cm (V x Š x G)	[247, 829, 412, 844]
spec-paragraph: Rozmiar: 2 komory, każda 70 litrów (łącznie 140 l); Wymiary ok. 82 x 65 x 60 cm (W x S x G)	[1011, 561, 1167, 576]
